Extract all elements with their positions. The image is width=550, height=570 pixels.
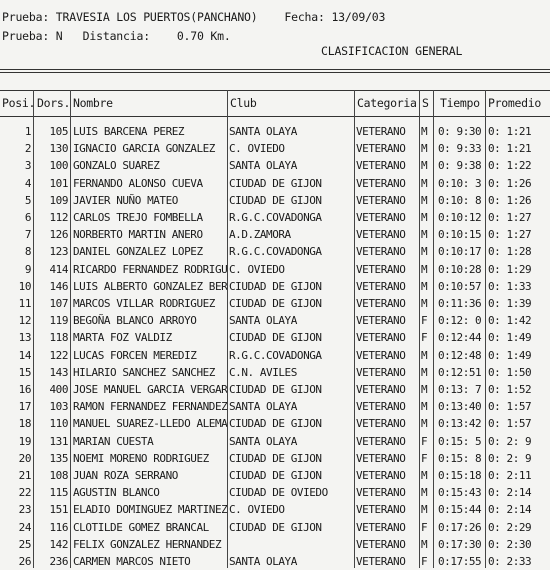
cell-time: 0:15: 5 [438,434,482,448]
cell-sex: M [421,486,428,500]
cell-category: VETERANO [356,555,406,568]
cell-sex: M [421,228,428,242]
cell-bib-number: 100 [49,159,68,173]
cell-bib-number: 116 [49,520,68,534]
table-row [0,312,550,329]
cell-sex: F [421,555,428,568]
divider [0,72,550,73]
cell-club: A.D.ZAMORA [229,228,291,242]
cell-athlete-name: LUCAS FORCEN MEREDIZ [73,348,197,362]
cell-average-pace: 0: 1:27 [488,228,532,242]
cell-position: 2 [24,142,31,156]
cell-time: 0:10: 3 [438,176,482,190]
cell-time: 0:11:36 [438,297,482,310]
cell-bib-number: 122 [49,348,68,362]
cell-time: 0:13: 7 [438,383,482,396]
cell-sex: M [421,365,428,379]
cell-category: VETERANO [356,297,406,310]
cell-athlete-name: JAVIER NUÑO MATEO [73,193,178,207]
cell-time: 0:10:28 [438,262,482,276]
cell-bib-number: 109 [49,193,68,207]
cell-club: CIUDAD DE GIJON [229,297,322,310]
cell-club: CIUDAD DE GIJON [229,383,322,396]
cell-position: 21 [18,469,31,482]
classification-title: CLASIFICACION GENERAL [321,44,463,58]
cell-time: 0:17:30 [438,537,482,551]
table-row [0,364,550,381]
cell-bib-number: 115 [49,486,68,500]
cell-category: VETERANO [356,279,406,293]
cell-time: 0: 9:33 [438,142,482,156]
cell-category: VETERANO [356,469,406,482]
cell-position: 11 [18,297,31,310]
table-row [0,329,550,346]
cell-position: 23 [18,503,31,517]
cell-time: 0:15:18 [438,469,482,482]
cell-category: VETERANO [356,314,406,328]
cell-bib-number: 151 [49,503,68,517]
cell-athlete-name: LUIS BARCENA PEREZ [73,125,185,138]
cell-athlete-name: JOSE MANUEL GARCIA VERGAR [73,383,227,396]
table-row [0,398,550,415]
cell-position: 17 [18,400,31,414]
cell-category: VETERANO [356,365,406,379]
cell-athlete-name: JUAN ROZA SERRANO [73,469,178,482]
cell-time: 0: 9:38 [438,159,482,173]
cell-sex: M [421,262,428,276]
cell-athlete-name: MARCOS VILLAR RODRIGUEZ [73,297,215,310]
cell-average-pace: 0: 1:52 [488,383,532,396]
table-row [0,450,550,467]
cell-category: VETERANO [356,193,406,207]
cell-category: VETERANO [356,434,406,448]
cell-sex: M [421,537,428,551]
cell-club: C. OVIEDO [229,503,285,517]
cell-club: SANTA OLAYA [229,400,297,414]
cell-position: 24 [18,520,31,534]
cell-average-pace: 0: 1:21 [488,125,532,138]
cell-athlete-name: CLOTILDE GOMEZ BRANCAL [73,520,209,534]
cell-position: 16 [18,383,31,396]
cell-sex: M [421,400,428,414]
cell-athlete-name: LUIS ALBERTO GONZALEZ BER [73,279,227,293]
column-header-position: Posi. [2,96,36,110]
cell-category: VETERANO [356,400,406,414]
cell-average-pace: 0: 1:57 [488,417,532,431]
cell-club: CIUDAD DE GIJON [229,451,322,465]
cell-bib-number: 236 [49,555,68,568]
cell-average-pace: 0: 1:50 [488,365,532,379]
column-header-name: Nombre [73,96,113,110]
cell-club: CIUDAD DE GIJON [229,176,322,190]
cell-category: VETERANO [356,262,406,276]
cell-bib-number: 119 [49,314,68,328]
cell-club: CIUDAD DE GIJON [229,417,322,431]
table-row [0,226,550,243]
cell-bib-number: 131 [49,434,68,448]
table-row [0,347,550,364]
cell-position: 15 [18,365,31,379]
column-header-club: Club [230,96,257,110]
cell-club: C. OVIEDO [229,262,285,276]
cell-bib-number: 103 [49,400,68,414]
cell-category: VETERANO [356,383,406,396]
cell-time: 0:10:17 [438,245,482,259]
cell-position: 22 [18,486,31,500]
table-row [0,295,550,312]
column-header-average: Promedio [488,96,541,110]
cell-sex: M [421,176,428,190]
cell-sex: M [421,297,428,310]
cell-position: 9 [24,262,31,276]
cell-average-pace: 0: 1:27 [488,211,532,224]
cell-time: 0:10:57 [438,279,482,293]
cell-sex: M [421,193,428,207]
cell-position: 3 [24,159,31,173]
column-header-sex: S [422,96,429,110]
cell-position: 20 [18,451,31,465]
cell-bib-number: 101 [49,176,68,190]
cell-average-pace: 0: 2:30 [488,537,532,551]
cell-position: 19 [18,434,31,448]
cell-club: R.G.C.COVADONGA [229,348,322,362]
cell-sex: M [421,503,428,517]
cell-athlete-name: DANIEL GONZALEZ LOPEZ [73,245,203,259]
cell-bib-number: 130 [49,142,68,156]
table-row [0,261,550,278]
cell-bib-number: 400 [49,383,68,396]
cell-average-pace: 0: 1:21 [488,142,532,156]
cell-club: CIUDAD DE GIJON [229,520,322,534]
cell-category: VETERANO [356,176,406,190]
table-row [0,484,550,501]
cell-average-pace: 0: 2:11 [488,469,532,482]
cell-athlete-name: MANUEL SUAREZ-LLEDO ALEMA [73,417,227,431]
cell-club: SANTA OLAYA [229,125,297,138]
cell-athlete-name: ELADIO DOMINGUEZ MARTINEZ [73,503,227,517]
table-row [0,192,550,209]
cell-position: 10 [18,279,31,293]
table-row [0,157,550,174]
cell-average-pace: 0: 1:49 [488,348,532,362]
cell-position: 8 [24,245,31,259]
cell-category: VETERANO [356,537,406,551]
divider [0,116,550,117]
cell-time: 0:15:44 [438,503,482,517]
cell-category: VETERANO [356,503,406,517]
cell-sex: F [421,434,428,448]
cell-club: SANTA OLAYA [229,434,297,448]
cell-average-pace: 0: 2:14 [488,486,532,500]
cell-athlete-name: NORBERTO MARTIN ANERO [73,228,203,242]
cell-sex: M [421,383,428,396]
cell-club: C.N. AVILES [229,365,297,379]
cell-athlete-name: RICARDO FERNANDEZ RODRIGU [73,262,227,276]
cell-category: VETERANO [356,451,406,465]
cell-sex: M [421,417,428,431]
column-header-category: Categoria [357,96,417,110]
cell-bib-number: 108 [49,469,68,482]
cell-bib-number: 414 [49,262,68,276]
cell-athlete-name: CARMEN MARCOS NIETO [73,555,191,568]
cell-category: VETERANO [356,228,406,242]
cell-sex: F [421,451,428,465]
cell-sex: M [421,125,428,138]
cell-sex: M [421,142,428,156]
cell-bib-number: 118 [49,331,68,345]
column-header-bib: Dors. [37,96,71,110]
cell-average-pace: 0: 1:26 [488,176,532,190]
cell-time: 0:12: 0 [438,314,482,328]
cell-average-pace: 0: 2: 9 [488,434,532,448]
table-row [0,501,550,518]
cell-bib-number: 146 [49,279,68,293]
cell-bib-number: 112 [49,211,68,224]
table-row [0,123,550,140]
race-distance-line: Prueba: N Distancia: 0.70 Km. [2,29,231,43]
cell-bib-number: 110 [49,417,68,431]
cell-average-pace: 0: 1:33 [488,279,532,293]
cell-average-pace: 0: 1:29 [488,262,532,276]
table-row [0,140,550,157]
cell-sex: M [421,159,428,173]
cell-club: SANTA OLAYA [229,314,297,328]
cell-club: CIUDAD DE GIJON [229,193,322,207]
cell-club: CIUDAD DE GIJON [229,279,322,293]
cell-time: 0:15:43 [438,486,482,500]
cell-sex: M [421,469,428,482]
cell-time: 0:15: 8 [438,451,482,465]
cell-athlete-name: MARIAN CUESTA [73,434,154,448]
cell-average-pace: 0: 2:14 [488,503,532,517]
cell-club: SANTA OLAYA [229,555,297,568]
cell-time: 0:12:48 [438,348,482,362]
cell-bib-number: 135 [49,451,68,465]
cell-time: 0:10:12 [438,211,482,224]
cell-club: CIUDAD DE OVIEDO [229,486,328,500]
cell-sex: F [421,520,428,534]
cell-athlete-name: AGUSTIN BLANCO [73,486,160,500]
table-row [0,175,550,192]
cell-bib-number: 126 [49,228,68,242]
cell-position: 1 [24,125,31,138]
cell-time: 0:17:26 [438,520,482,534]
cell-time: 0:13:42 [438,417,482,431]
cell-average-pace: 0: 1:39 [488,297,532,310]
cell-athlete-name: GONZALO SUAREZ [73,159,160,173]
cell-position: 12 [18,314,31,328]
table-row [0,415,550,432]
table-row [0,553,550,570]
cell-category: VETERANO [356,417,406,431]
cell-club: R.G.C.COVADONGA [229,211,322,224]
cell-average-pace: 0: 2: 9 [488,451,532,465]
table-row [0,536,550,553]
cell-athlete-name: RAMON FERNANDEZ FERNANDEZ [73,400,227,414]
cell-category: VETERANO [356,348,406,362]
table-row [0,278,550,295]
cell-athlete-name: MARTA FOZ VALDIZ [73,331,172,345]
cell-average-pace: 0: 2:33 [488,555,532,568]
cell-category: VETERANO [356,520,406,534]
cell-category: VETERANO [356,331,406,345]
cell-athlete-name: CARLOS TREJO FOMBELLA [73,211,203,224]
cell-category: VETERANO [356,125,406,138]
cell-average-pace: 0: 2:29 [488,520,532,534]
table-row [0,467,550,484]
cell-position: 7 [24,228,31,242]
table-row [0,433,550,450]
cell-athlete-name: BEGOÑA BLANCO ARROYO [73,314,197,328]
table-row [0,243,550,260]
cell-position: 25 [18,537,31,551]
cell-sex: F [421,314,428,328]
table-row [0,209,550,226]
cell-category: VETERANO [356,211,406,224]
cell-time: 0:13:40 [438,400,482,414]
cell-bib-number: 123 [49,245,68,259]
cell-club: SANTA OLAYA [229,159,297,173]
cell-bib-number: 143 [49,365,68,379]
cell-athlete-name: FERNANDO ALONSO CUEVA [73,176,203,190]
cell-time: 0:10: 8 [438,193,482,207]
cell-club: R.G.C.COVADONGA [229,245,322,259]
cell-average-pace: 0: 1:22 [488,159,532,173]
cell-athlete-name: HILARIO SANCHEZ SANCHEZ [73,365,215,379]
column-header-time: Tiempo [440,96,480,110]
cell-category: VETERANO [356,486,406,500]
cell-sex: M [421,279,428,293]
cell-average-pace: 0: 1:28 [488,245,532,259]
table-row [0,381,550,398]
cell-time: 0:12:51 [438,365,482,379]
cell-average-pace: 0: 1:42 [488,314,532,328]
cell-time: 0:10:15 [438,228,482,242]
cell-time: 0:12:44 [438,331,482,345]
cell-bib-number: 142 [49,537,68,551]
cell-position: 14 [18,348,31,362]
cell-position: 6 [24,211,31,224]
cell-time: 0: 9:30 [438,125,482,138]
cell-bib-number: 105 [49,125,68,138]
cell-average-pace: 0: 1:57 [488,400,532,414]
cell-category: VETERANO [356,245,406,259]
cell-sex: F [421,331,428,345]
cell-position: 4 [24,176,31,190]
cell-category: VETERANO [356,142,406,156]
cell-position: 5 [24,193,31,207]
divider [0,69,550,70]
cell-time: 0:17:55 [438,555,482,568]
cell-club: C. OVIEDO [229,142,285,156]
table-row [0,519,550,536]
cell-bib-number: 107 [49,297,68,310]
cell-average-pace: 0: 1:26 [488,193,532,207]
cell-average-pace: 0: 1:49 [488,331,532,345]
cell-athlete-name: FELIX GONZALEZ HERNANDEZ [73,537,222,551]
race-title-line: Prueba: TRAVESIA LOS PUERTOS(PANCHANO) Fecha: 13/09/03 [2,10,386,24]
cell-athlete-name: IGNACIO GARCIA GONZALEZ [73,142,215,156]
cell-athlete-name: NOEMI MORENO RODRIGUEZ [73,451,209,465]
cell-sex: M [421,245,428,259]
cell-sex: M [421,348,428,362]
cell-category: VETERANO [356,159,406,173]
cell-sex: M [421,211,428,224]
cell-club: CIUDAD DE GIJON [229,331,322,345]
cell-position: 18 [18,417,31,431]
cell-position: 26 [18,555,31,568]
cell-position: 13 [18,331,31,345]
cell-club: CIUDAD DE GIJON [229,469,322,482]
